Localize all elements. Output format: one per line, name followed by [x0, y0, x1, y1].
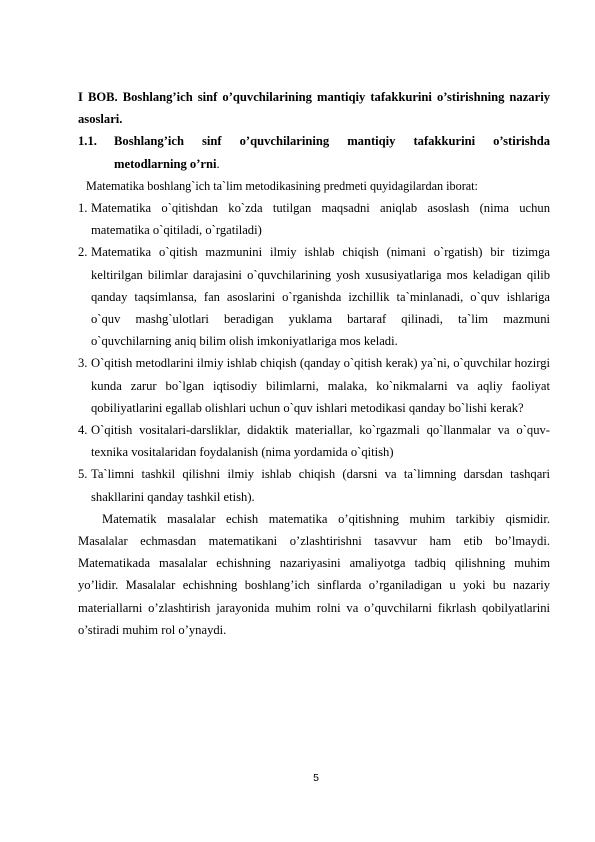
list-item: [78, 463, 550, 507]
list-item-number: 1.: [78, 201, 88, 216]
section-number: 1.1.: [78, 134, 97, 149]
chapter-heading: I BOB. Boshlang’ich sinf o’quvchilarining mantiqiy tafakkurini o’stirishning nazariy asoslari.: [78, 90, 550, 127]
list-item-text: Matematika o`qitish mazmunini ilmiy ishlab chiqish (nimani o`rgatish) bir tizimga keltirilgan bilimlar darajasini o`quvchilarining yosh xususiyatlariga mos keladigan qilib qanday taqsimlansa, fan asoslarini o`rganishda izchillik ta`minlanadi, o`quv ishlariga o`quv mashg`ulotlari beradigan yuklama bartaraf qilinadi, ta`lim mazmuni o`quvchilarning aniq bilim olish imkoniyatlariga mos keladi.: [91, 245, 550, 349]
document-page: [78, 86, 550, 641]
list-item-text: Matematika o`qitishdan ko`zda tutilgan maqsadni aniqlab asoslash (nima uchun matematika o`qitiladi, o`rgatiladi): [91, 201, 550, 238]
intro-text: Matematika boshlang`ich ta`lim metodikasining predmeti quyidagilardan iborat:: [86, 178, 478, 193]
section-title: Boshlang’ich sinf o’quvchilarining mantiqiy tafakkurini o’stirishda metodlarning o’rni: [114, 134, 550, 171]
subject-list: [78, 197, 550, 508]
list-item-text: Ta`limni tashkil qilishni ilmiy ishlab chiqish (darsni va ta`limning darsdan tashqari shakllarini qanday tashkil etish).: [91, 467, 550, 504]
list-item-number: 2.: [78, 245, 88, 260]
list-item-number: 4.: [78, 423, 88, 438]
list-item-text: O`qitish metodlarini ilmiy ishlab chiqish (qanday o`qitish kerak) ya`ni, o`quvchilar hozirgi kunda zarur bo`lgan iqtisodiy bilimlarni, malaka, ko`nikmalarni va aqliy faoliyat qobiliyatlarini egallab olishlari uchun o`quv ishlari metodikasi qanday bo`lishi kerak?: [91, 356, 550, 415]
list-item-text: O`qitish vositalari-darsliklar, didaktik materiallar, ko`rgazmali qo`llanmalar va o`quv- texnika vositalaridan foydalanish (nima yordamida o`qitish): [91, 423, 550, 460]
list-item-number: 5.: [78, 467, 88, 482]
section-heading: [78, 130, 550, 174]
section-title-period: .: [216, 156, 220, 171]
list-item: [78, 419, 550, 463]
list-item: [78, 352, 550, 419]
body-paragraph: Matematik masalalar echish matematika o’qitishning muhim tarkibiy qismidir. Masalalar echmasdan matematikani o’zlashtirishni tasavvur ham etib bo’lmaydi. Matematikada masalalar echishning nazariyasini amaliyotga tadbiq qilishning muhim yo’lidir. Masalalar echishning boshlang’ich sinflarda o’rganiladigan u yoki bu nazariy materiallarni o’zlashtirish jarayonida muhim rolni va o’quvchilarni fikrlash qobilyatlarini o’stiradi muhim rol o’ynaydi.: [78, 511, 550, 637]
list-item: [78, 241, 550, 352]
page-number: 5: [313, 772, 319, 784]
list-item-number: 3.: [78, 356, 88, 371]
section-title-wrapper: [114, 130, 550, 174]
list-item: [78, 197, 550, 241]
